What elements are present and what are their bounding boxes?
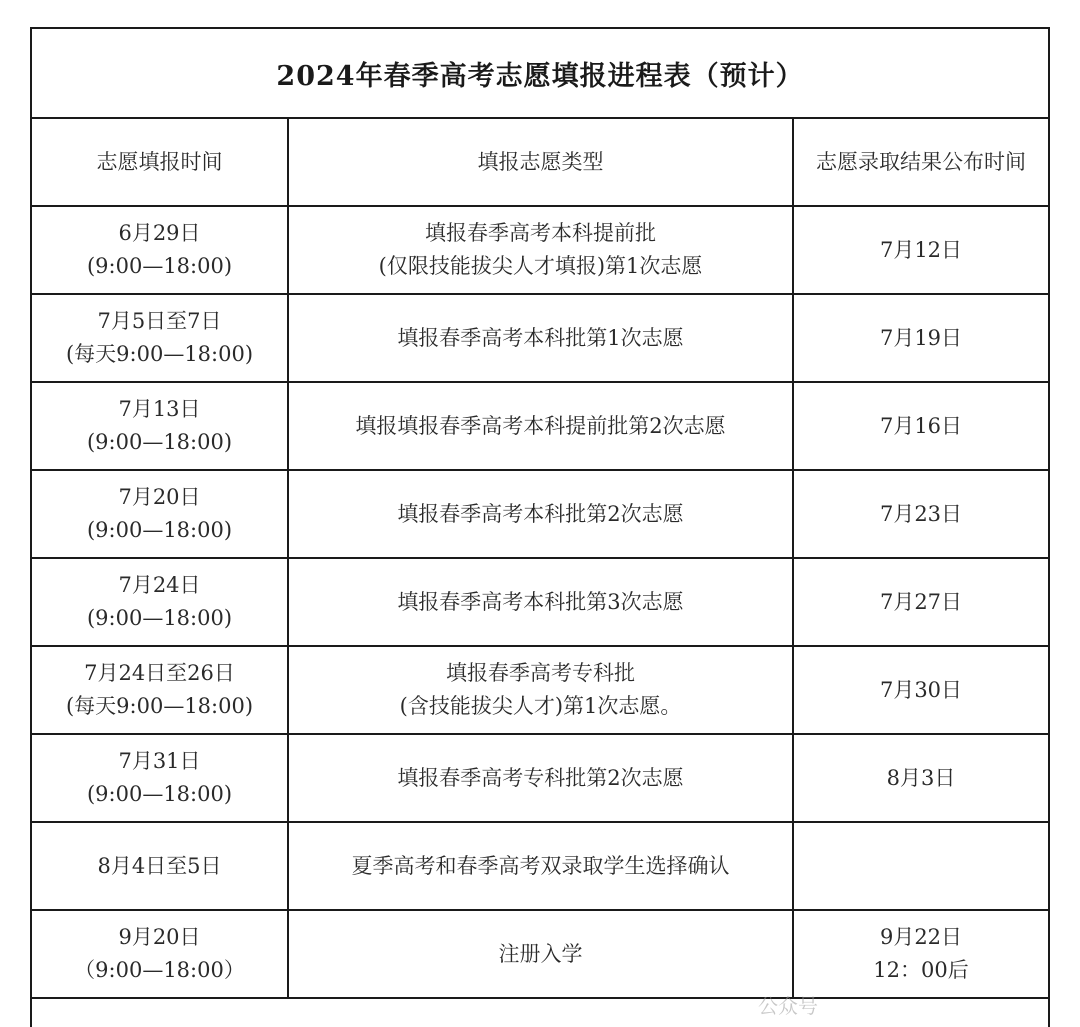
cell-time [32, 206, 288, 294]
cell-type-line: 填报填报春季高考本科提前批第2次志愿 [355, 413, 726, 438]
cell-result [793, 382, 1048, 470]
cell-time [32, 294, 288, 382]
cell-time-line: (9:00—18:00) [86, 518, 233, 542]
cell-time-line: (每天9:00—18:00) [65, 342, 254, 366]
cell-type [288, 294, 793, 382]
cell-type [288, 558, 793, 646]
cell-time-line: 7月20日 [118, 485, 201, 509]
table-row [32, 646, 1048, 734]
cell-result-line: 8月3日 [886, 765, 956, 790]
cell-time [32, 470, 288, 558]
cell-type-line: 填报春季高考本科批第3次志愿 [397, 589, 684, 614]
cell-time-line: (9:00—18:00) [86, 782, 233, 806]
header-result: 志愿录取结果公布时间 [793, 119, 1048, 206]
schedule-table [32, 119, 1048, 999]
cell-result [793, 646, 1048, 734]
schedule-document [30, 27, 1050, 1027]
cell-time-line: （9:00—18:00） [74, 958, 245, 982]
table-row [32, 382, 1048, 470]
cell-type [288, 470, 793, 558]
cell-time [32, 910, 288, 998]
cell-time-line: (每天9:00—18:00) [65, 694, 254, 718]
watermark: 公众号 [758, 994, 818, 1018]
table-row [32, 910, 1048, 998]
cell-result-line: 9月22日 [879, 925, 963, 949]
cell-type-line: (含技能拔尖人才)第1次志愿。 [399, 694, 682, 718]
cell-result-line: 7月12日 [879, 237, 963, 262]
table-header-row [32, 119, 1048, 206]
cell-result [793, 294, 1048, 382]
cell-result [793, 206, 1048, 294]
cell-type-line: 填报春季高考本科批第1次志愿 [397, 325, 684, 350]
cell-type-line: (仅限技能拔尖人才填报)第1次志愿 [378, 254, 703, 278]
table-row [32, 294, 1048, 382]
cell-result [793, 910, 1048, 998]
cell-time-line: 6月29日 [118, 221, 201, 245]
cell-type [288, 910, 793, 998]
cell-time [32, 822, 288, 910]
cell-type-line: 填报春季高考专科批 [446, 661, 635, 685]
cell-time-line: 7月24日至26日 [84, 661, 235, 685]
cell-time-line: 9月20日 [118, 925, 201, 949]
cell-time [32, 734, 288, 822]
cell-result-line: 7月27日 [879, 589, 963, 614]
cell-time-line: 7月5日至7日 [97, 309, 222, 333]
cell-type-line: 填报春季高考专科批第2次志愿 [397, 765, 684, 790]
cell-time [32, 646, 288, 734]
cell-type-line: 注册入学 [498, 941, 583, 966]
cell-time-line: (9:00—18:00) [86, 606, 233, 630]
cell-time-line: 7月13日 [118, 397, 201, 421]
table-row [32, 206, 1048, 294]
cell-type [288, 646, 793, 734]
header-type: 填报志愿类型 [288, 119, 793, 206]
cell-time [32, 382, 288, 470]
cell-result [793, 822, 1048, 910]
cell-type [288, 734, 793, 822]
cell-result [793, 470, 1048, 558]
cell-result-line: 7月30日 [879, 677, 963, 702]
cell-type-line: 填报春季高考本科提前批 [425, 221, 656, 245]
cell-time-line: (9:00—18:00) [86, 254, 233, 278]
cell-type [288, 206, 793, 294]
cell-time [32, 558, 288, 646]
cell-type-line: 夏季高考和春季高考双录取学生选择确认 [351, 853, 730, 878]
table-row [32, 558, 1048, 646]
cell-time-line: 7月31日 [118, 749, 201, 773]
document-title: 2024年春季高考志愿填报进程表（预计） [32, 29, 1048, 119]
cell-result-line: 12：00后 [873, 958, 969, 982]
table-row [32, 470, 1048, 558]
table-row [32, 734, 1048, 822]
cell-result [793, 734, 1048, 822]
cell-time-line: (9:00—18:00) [86, 430, 233, 454]
cell-time-line: 7月24日 [118, 573, 201, 597]
cell-result-line: 7月19日 [879, 325, 963, 350]
cell-result-line: 7月23日 [879, 501, 963, 526]
cell-type-line: 填报春季高考本科批第2次志愿 [397, 501, 684, 526]
cell-type [288, 382, 793, 470]
cell-result [793, 558, 1048, 646]
header-time: 志愿填报时间 [32, 119, 288, 206]
cell-result-line: 7月16日 [879, 413, 963, 438]
cell-type [288, 822, 793, 910]
table-row [32, 822, 1048, 910]
cell-time-line: 8月4日至5日 [97, 853, 222, 878]
